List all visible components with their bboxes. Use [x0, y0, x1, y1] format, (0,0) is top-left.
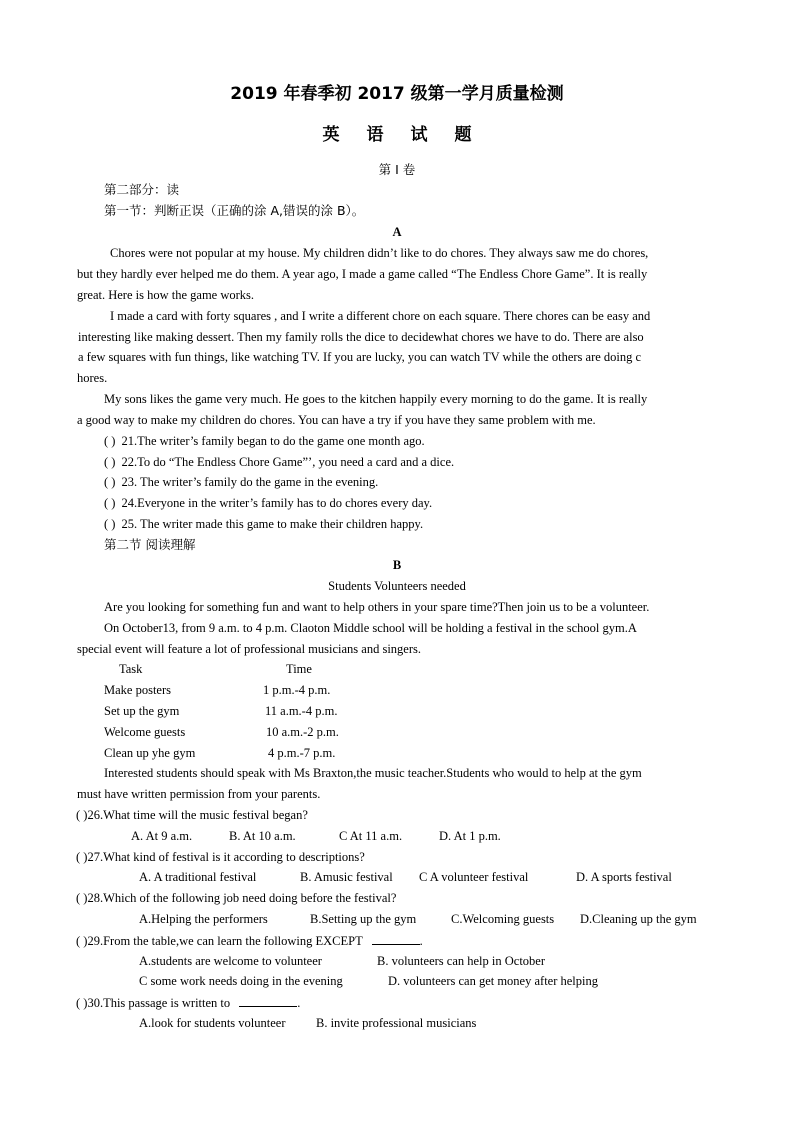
question-text: 29.From the table,we can learn the following EXCEPT	[87, 934, 363, 948]
subject-char: 试	[410, 125, 428, 145]
subject-title	[0, 127, 794, 143]
question-item	[76, 849, 365, 865]
question-text: 27.What kind of festival is it according to descriptions?	[87, 850, 365, 864]
passage-line: a few squares with fun things, like watching TV. If you are lucky, you can watch TV while the others are doing c	[78, 350, 642, 364]
table-cell-task: Welcome guests	[104, 725, 186, 739]
subject-char: 英	[322, 125, 340, 145]
table-header-task: Task	[119, 662, 143, 676]
option: A.look for students volunteer	[139, 1016, 286, 1030]
table-cell-time: 11 a.m.-4 p.m.	[265, 704, 338, 718]
option: D. volunteers can get money after helping	[388, 974, 598, 988]
section-heading: 第二节 阅读理解	[104, 537, 196, 552]
section-heading: 第一节：判断正误（正确的涂 A,错误的涂 B）。	[104, 203, 365, 218]
question-item	[104, 516, 423, 532]
question-item	[104, 433, 425, 449]
option: C.Welcoming guests	[451, 912, 555, 926]
table-cell-task: Set up the gym	[104, 704, 180, 718]
question-text: 23. The writer’s family do the game in the evening.	[121, 475, 379, 489]
question-text: 25. The writer made this game to make their children happy.	[121, 517, 424, 531]
option: A.Helping the performers	[139, 912, 268, 926]
option: C At 11 a.m.	[339, 829, 403, 843]
passage-line: hores.	[77, 371, 108, 385]
option: D.Cleaning up the gym	[580, 912, 697, 926]
question-text: 28.Which of the following job need doing before the festival?	[87, 891, 397, 905]
question-text: 21.The writer’s family began to do the game one month ago.	[121, 434, 425, 448]
passage-line: On October13, from 9 a.m. to 4 p.m. Claoton Middle school will be holding a festival in the school gym.A	[104, 621, 637, 635]
option: A.students are welcome to volunteer	[139, 954, 322, 968]
answer-paren[interactable]: ( )	[76, 891, 88, 905]
table-cell-time: 1 p.m.-4 p.m.	[263, 683, 331, 697]
answer-paren[interactable]: ( )	[104, 455, 116, 469]
answer-blank[interactable]	[239, 994, 297, 1007]
answer-paren[interactable]: ( )	[104, 434, 116, 448]
exam-title: 2019 年春季初 2017 级第一学月质量检测	[230, 84, 564, 104]
passage-line: special event will feature a lot of professional musicians and singers.	[77, 642, 421, 656]
question-text: 30.This passage is written to	[87, 996, 231, 1010]
option: B. Amusic festival	[300, 870, 393, 884]
passage-line: a good way to make my children do chores. You can have a try if you have they same problem with me.	[77, 413, 596, 427]
passage-line: I made a card with forty squares , and I write a different chore on each square. There chores can be easy and	[110, 309, 651, 323]
answer-paren[interactable]: ( )	[104, 475, 116, 489]
passage-b-title: Students Volunteers needed	[328, 579, 466, 593]
option: D. At 1 p.m.	[439, 829, 501, 843]
part-heading: 第二部分：读	[104, 182, 180, 197]
answer-paren[interactable]: ( )	[76, 808, 88, 822]
passage-line: Chores were not popular at my house. My children didn’t like to do chores. They always saw me do chores,	[110, 246, 649, 260]
answer-paren[interactable]: ( )	[76, 996, 88, 1010]
answer-blank[interactable]	[372, 932, 420, 945]
question-item	[76, 890, 396, 906]
option: B. volunteers can help in October	[377, 954, 546, 968]
question-item	[76, 807, 308, 823]
table-header-time: Time	[286, 662, 312, 676]
passage-line: great. Here is how the game works.	[77, 288, 255, 302]
answer-paren[interactable]: ( )	[104, 496, 116, 510]
question-text: 22.To do “The Endless Chore Game”’, you need a card and a dice.	[121, 455, 455, 469]
option: A. A traditional festival	[139, 870, 257, 884]
option: D. A sports festival	[576, 870, 672, 884]
question-item: ( )30.This passage is written to .	[76, 996, 301, 1010]
table-cell-task: Clean up yhe gym	[104, 746, 196, 760]
question-text: 26.What time will the music festival began?	[87, 808, 308, 822]
subject-char: 语	[366, 125, 384, 145]
table-cell-time: 4 p.m.-7 p.m.	[268, 746, 336, 760]
passage-line: Are you looking for something fun and want to help others in your spare time?Then join us to be a volunteer.	[104, 600, 650, 614]
passage-b-label: B	[392, 558, 402, 572]
passage-line: must have written permission from your parents.	[77, 787, 321, 801]
table-cell-task: Make posters	[104, 683, 171, 697]
option: B.Setting up the gym	[310, 912, 417, 926]
question-item	[104, 474, 378, 490]
answer-paren[interactable]: ( )	[76, 850, 88, 864]
question-text: 24.Everyone in the writer’s family has to do chores every day.	[121, 496, 433, 510]
option: B. invite professional musicians	[316, 1016, 477, 1030]
table-cell-time: 10 a.m.-2 p.m.	[266, 725, 339, 739]
question-item: ( )29.From the table,we can learn the following EXCEPT .	[76, 934, 423, 948]
question-item	[104, 495, 432, 511]
volume-label: 第 I 卷	[378, 162, 416, 177]
option: A. At 9 a.m.	[131, 829, 193, 843]
answer-paren[interactable]: ( )	[104, 517, 116, 531]
passage-line: interesting like making dessert. Then my family rolls the dice to decidewhat chores we have to do. There are also	[78, 330, 644, 344]
option: B. At 10 a.m.	[229, 829, 296, 843]
passage-a-label: A	[392, 225, 402, 239]
passage-line: Interested students should speak with Ms Braxton,the music teacher.Students who would to help at the gym	[104, 766, 642, 780]
subject-char: 题	[454, 125, 472, 145]
answer-paren[interactable]: ( )	[76, 934, 88, 948]
passage-line: but they hardly ever helped me do them. A year ago, I made a game called “The Endless Chore Game”. It is really	[77, 267, 648, 281]
passage-line: My sons likes the game very much. He goes to the kitchen happily every morning to do the game. It is really	[104, 392, 648, 406]
option: C some work needs doing in the evening	[139, 974, 343, 988]
question-item	[104, 454, 454, 470]
option: C A volunteer festival	[419, 870, 529, 884]
